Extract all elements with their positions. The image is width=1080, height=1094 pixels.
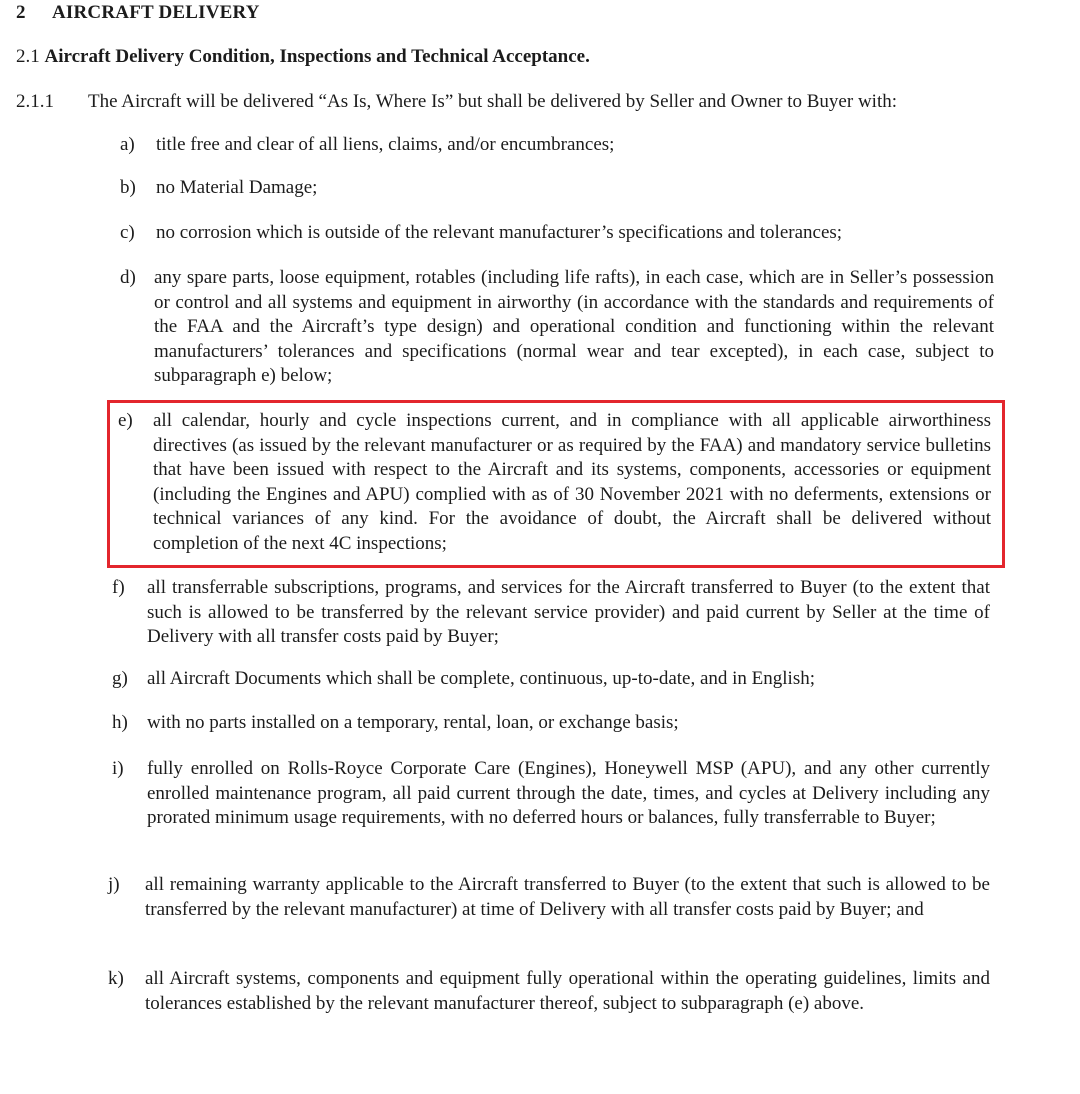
- list-item-j: [108, 873, 988, 949]
- list-item-label: c): [120, 222, 135, 243]
- list-item-label: e): [118, 410, 133, 431]
- list-item-text: with no parts installed on a temporary, rental, loan, or exchange basis;: [147, 712, 679, 733]
- clause-text: The Aircraft will be delivered “As Is, Where Is” but shall be delivered by Seller and Owner to Buyer with:: [88, 91, 898, 112]
- subsection-heading: [16, 46, 590, 68]
- list-item-label: k): [108, 968, 124, 989]
- clause-2-1-1: [16, 91, 897, 113]
- list-item-k: [108, 967, 988, 1043]
- list-item-text: all transferrable subscriptions, programs, and services for the Aircraft transferred to Buyer (to the extent that such is allowed to be transferred by the relevant service provider) and paid current by Seller at the time of Delivery with all transfer costs paid by Buyer;: [147, 577, 990, 647]
- list-item-text: title free and clear of all liens, claims, and/or encumbrances;: [156, 134, 615, 155]
- list-item-text: fully enrolled on Rolls-Royce Corporate Care (Engines), Honeywell MSP (APU), and any other currently enrolled maintenance program, all paid current through the date, times, and cycles at Delivery including any prorated minimum usage requirements, with no deferred hours or balances, fully transferrable to Buyer;: [147, 758, 990, 828]
- list-item-text: all remaining warranty applicable to the Aircraft transferred to Buyer (to the extent that such is allowed to be transferred by the relevant manufacturer) at time of Delivery with all transfer costs paid by Buyer; and: [145, 874, 990, 920]
- list-item-label: h): [112, 712, 128, 733]
- list-item-c: [120, 221, 1000, 247]
- subsection-title: Aircraft Delivery Condition, Inspections and Technical Acceptance.: [44, 46, 590, 67]
- list-item-text: no corrosion which is outside of the relevant manufacturer’s specifications and tolerances;: [156, 222, 843, 243]
- section-title: AIRCRAFT DELIVERY: [52, 2, 260, 23]
- subsection-number: 2.1: [16, 46, 40, 67]
- list-item-text: any spare parts, loose equipment, rotables (including life rafts), in each case, which are in Seller’s possession or control and all systems and equipment in airworthy (in accordance with the standards and requirements of the FAA and the Aircraft’s type design) and operational condition and functioning within the relevant manufacturers’ tolerances and specifications (normal wear and tear excepted), in each case, subject to subparagraph e) below;: [154, 267, 994, 386]
- clause-number: 2.1.1: [16, 91, 54, 112]
- section-heading: [16, 2, 260, 24]
- list-item-text: all Aircraft systems, components and equipment fully operational within the operating guidelines, limits and tolerances established by the relevant manufacturer thereof, subject to subparagraph (e) above.: [145, 968, 990, 1014]
- list-item-text: all Aircraft Documents which shall be complete, continuous, up-to-date, and in English;: [147, 668, 816, 689]
- list-item-a: [120, 133, 1000, 159]
- list-item-e: [118, 409, 994, 559]
- list-item-label: g): [112, 668, 128, 689]
- list-item-label: f): [112, 577, 125, 598]
- list-item-f: [112, 576, 992, 652]
- list-item-label: a): [120, 134, 135, 155]
- list-item-b: [120, 176, 1000, 202]
- list-item-h: [112, 711, 992, 737]
- list-item-label: j): [108, 874, 120, 895]
- list-item-text: all calendar, hourly and cycle inspections current, and in compliance with all applicable airworthiness directives (as issued by the relevant manufacturer or as required by the FAA) and mandatory service bulletins that have been issued with respect to the Aircraft and its systems, components, accessories or equipment (including the Engines and APU) complied with as of 30 November 2021 with no deferments, extensions or technical variances of any kind. For the avoidance of doubt, the Aircraft shall be delivered without completion of the next 4C inspections;: [153, 410, 991, 554]
- list-item-i: [112, 757, 992, 857]
- list-item-text: no Material Damage;: [156, 177, 318, 198]
- list-item-label: d): [120, 267, 136, 288]
- list-item-label: i): [112, 758, 124, 779]
- list-item-label: b): [120, 177, 136, 198]
- list-item-d: [120, 266, 1000, 391]
- list-item-g: [112, 667, 992, 693]
- section-number: 2: [16, 2, 26, 23]
